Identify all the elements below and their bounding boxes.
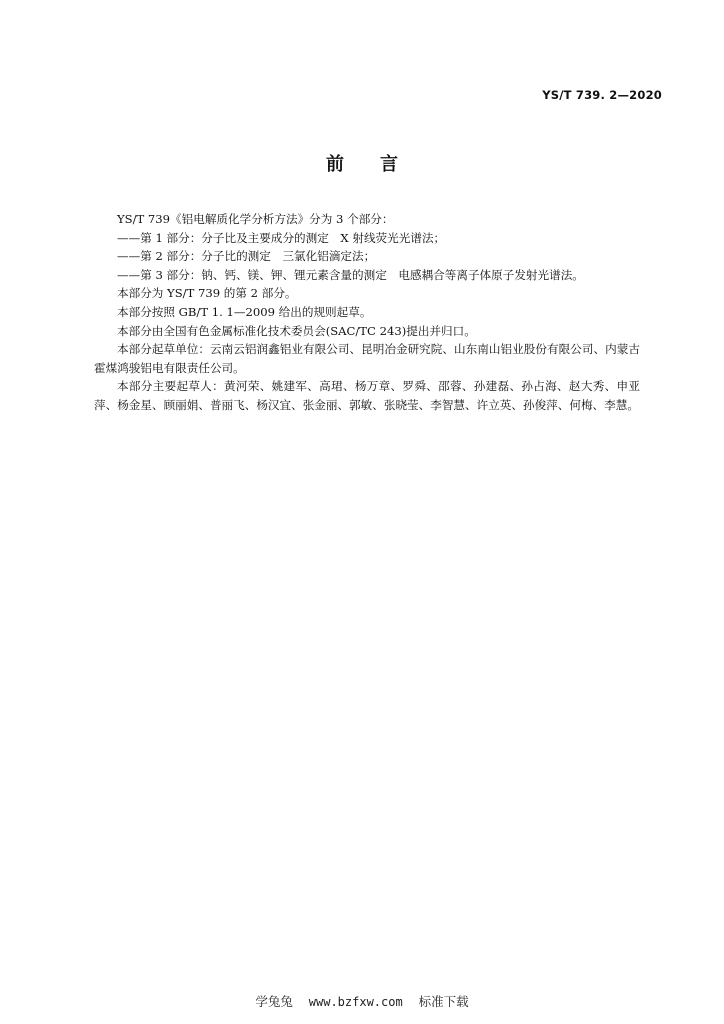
paragraph-committee: 本部分由全国有色金属标准化技术委员会(SAC/TC 243)提出并归口。 [117,323,476,338]
paragraph-part-3: ——第 3 部分：钠、钙、镁、钾、锂元素含量的测定 电感耦合等离子体原子发射光谱法。 [117,267,584,282]
page-title: 前言 [326,154,434,175]
paragraph-this-part: 本部分为 YS/T 739 的第 2 部分。 [117,286,297,301]
paragraph-drafters: 本部分主要起草人：黄河荣、姚建军、高珺、杨万章、罗舜、邵蓉、孙建磊、孙占海、赵大秀、申亚萍、杨金星、顾丽娟、普丽飞、杨汉宜、张金丽、郭敏、张晓莹、李智慧、许立英、孙俊萍、何梅、李慧。 [94,379,640,412]
paragraph-part-1: ——第 1 部分：分子比及主要成分的测定 X 射线荧光光谱法； [117,230,446,245]
foreword-body [94,210,640,415]
standard-code: YS/T 739. 2—2020 [542,88,662,102]
paragraph-drafting-rules: 本部分按照 GB/T 1. 1—2009 给出的规则起草。 [117,304,372,319]
paragraph-drafting-units: 本部分起草单位：云南云铝润鑫铝业有限公司、昆明冶金研究院、山东南山铝业股份有限公司、内蒙古霍煤鸿骏铝电有限责任公司。 [94,342,640,375]
footer-watermark [0,992,724,1010]
footer-tagline: 标准下载 [418,994,469,1009]
footer-url[interactable]: www.bzfxw.com [308,995,403,1009]
paragraph-part-2: ——第 2 部分：分子比的测定 三氯化铝滴定法； [117,249,376,264]
footer-site-name: 学兔兔 [255,994,293,1009]
paragraph-intro: YS/T 739《铝电解质化学分析方法》分为 3 个部分： [117,212,394,226]
